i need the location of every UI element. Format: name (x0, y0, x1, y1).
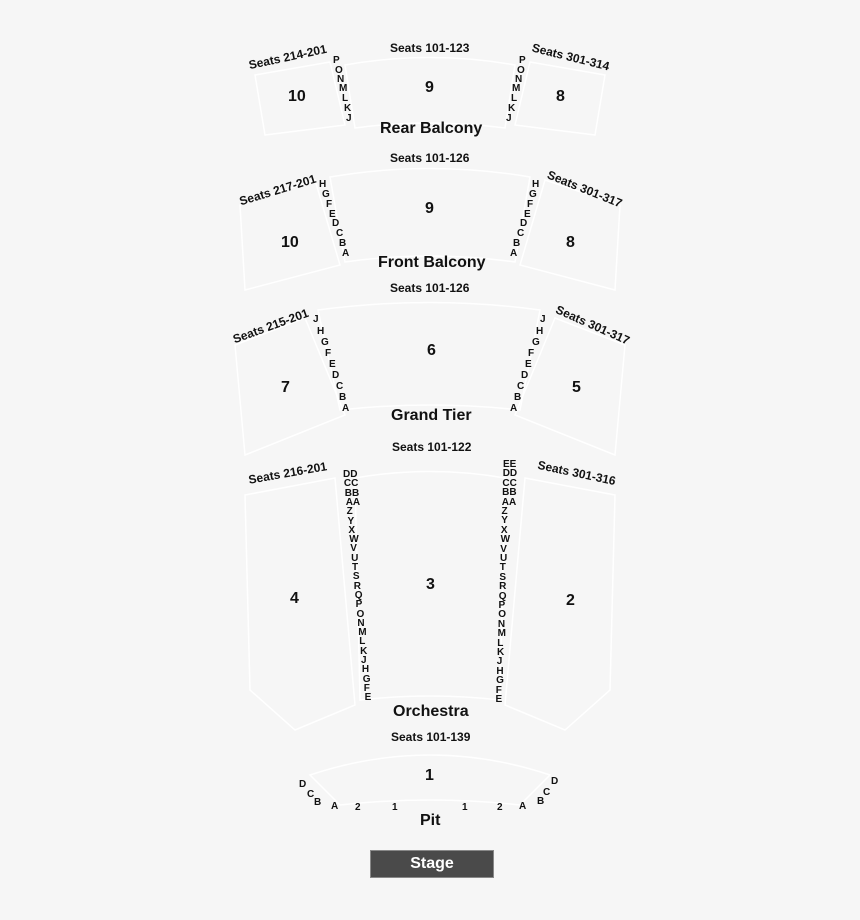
row-label: K (360, 645, 368, 657)
row-label: BB (344, 487, 360, 499)
row-label: C (336, 228, 344, 239)
row-label: E (495, 694, 503, 705)
row-label: M (512, 83, 521, 94)
orchestra-right-seats: Seats 301-316 (536, 457, 617, 489)
row-label: 2 (497, 802, 503, 813)
section-1[interactable]: 1 (425, 767, 434, 784)
section-8-rear[interactable]: 8 (556, 88, 565, 105)
row-label: B (339, 392, 347, 403)
row-label: B (339, 238, 347, 249)
row-label: S (352, 571, 360, 583)
row-label: E (524, 209, 531, 220)
row-label: DD (502, 468, 518, 480)
row-label: L (511, 93, 518, 104)
row-label: V (500, 543, 507, 555)
level-label-grand-tier: Grand Tier (391, 407, 472, 424)
rear-balcony-right-seats: Seats 301-314 (530, 40, 611, 74)
row-label: O (356, 608, 365, 620)
row-label: BB (502, 487, 517, 499)
section-10-front[interactable]: 10 (281, 234, 299, 251)
row-label: D (520, 218, 528, 229)
front-balcony-right-seats: Seats 301-317 (545, 167, 625, 211)
grand-tier-right-seats: Seats 301-317 (553, 302, 632, 348)
section-8-front[interactable]: 8 (566, 234, 575, 251)
row-label: A (510, 403, 518, 414)
row-label: H (319, 179, 327, 190)
row-label: G (362, 673, 371, 685)
section-9-front[interactable]: 9 (425, 200, 434, 217)
section-5[interactable]: 5 (572, 379, 581, 396)
row-label: M (497, 628, 506, 640)
row-label: T (352, 562, 359, 573)
row-label: B (513, 238, 521, 249)
row-label: Z (501, 506, 508, 517)
row-label: 1 (462, 802, 468, 813)
row-label: X (348, 524, 356, 536)
row-label: CC (343, 478, 359, 490)
row-label: W (349, 534, 359, 546)
row-label: P (498, 600, 506, 611)
row-label: P (355, 599, 363, 611)
row-label: Z (346, 506, 353, 518)
row-label: H (361, 664, 370, 676)
row-label: Q (354, 589, 363, 601)
row-label: G (496, 675, 504, 687)
section-7[interactable]: 7 (281, 379, 290, 396)
stage: Stage (370, 850, 494, 878)
row-label: AA (501, 496, 517, 508)
row-label: H (532, 179, 540, 190)
row-label: S (499, 571, 507, 583)
row-label: M (358, 627, 367, 639)
row-label: H (536, 326, 544, 337)
row-label: 1 (392, 802, 398, 813)
row-label: E (329, 359, 336, 370)
row-label: O (498, 609, 506, 621)
row-label: A (331, 801, 339, 812)
section-2[interactable]: 2 (566, 592, 575, 609)
row-label: F (363, 682, 370, 694)
orchestra-left-seats: Seats 216-201 (247, 459, 329, 487)
row-label: V (350, 543, 357, 555)
rear-balcony-center-seats: Seats 101-123 (390, 41, 470, 55)
row-label: 2 (355, 802, 361, 813)
row-label: A (510, 248, 518, 259)
row-label: F (495, 684, 502, 696)
row-label: Y (347, 515, 355, 527)
row-label: L (342, 93, 349, 104)
row-label: C (543, 787, 551, 798)
row-label: CC (502, 477, 517, 489)
row-label: EE (503, 459, 517, 470)
section-4[interactable]: 4 (290, 590, 299, 607)
grand-tier-left-seats: Seats 215-201 (231, 305, 311, 347)
row-label: F (326, 199, 333, 210)
row-label: N (357, 617, 365, 629)
row-label: J (540, 314, 546, 325)
row-label: A (342, 403, 350, 414)
row-label: A (519, 801, 527, 812)
row-label: P (333, 55, 340, 66)
row-label: R (499, 581, 507, 593)
section-9-rear[interactable]: 9 (425, 79, 434, 96)
grand-tier-center-seats: Seats 101-126 (390, 281, 470, 295)
row-label: K (497, 647, 505, 658)
row-label: M (339, 83, 348, 94)
row-label: O (517, 65, 525, 76)
front-balcony-left-seats: Seats 217-201 (237, 171, 318, 209)
section-3[interactable]: 3 (426, 576, 435, 593)
front-balcony-center-seats: Seats 101-126 (390, 151, 470, 165)
orchestra-center-seats: Seats 101-122 (392, 440, 472, 454)
row-label: T (499, 562, 506, 574)
row-label: Y (501, 515, 508, 527)
row-label: G (321, 337, 329, 348)
row-label: U (500, 553, 508, 564)
row-label: B (314, 797, 322, 808)
row-label: E (364, 692, 372, 704)
row-label: J (496, 656, 503, 668)
section-6[interactable]: 6 (427, 342, 436, 359)
level-label-orchestra: Orchestra (393, 703, 469, 720)
row-label: C (336, 381, 344, 392)
row-label: C (517, 381, 525, 392)
row-label: H (317, 326, 325, 337)
row-label: X (500, 524, 508, 536)
row-label: R (353, 580, 362, 592)
row-label: G (322, 189, 330, 200)
row-label: E (525, 359, 532, 370)
row-label: P (519, 55, 526, 66)
row-label: D (521, 370, 529, 381)
row-label: H (496, 665, 504, 677)
row-label: K (508, 103, 516, 114)
row-label: N (515, 74, 523, 85)
row-label: AA (345, 496, 361, 508)
row-label: N (497, 618, 506, 630)
row-label: F (325, 348, 332, 359)
level-label-rear-balcony: Rear Balcony (380, 120, 483, 137)
row-label: J (506, 113, 512, 124)
row-label: O (335, 65, 343, 76)
section-10-rear[interactable]: 10 (288, 88, 306, 105)
row-label: C (517, 228, 525, 239)
row-label: K (344, 103, 352, 114)
row-label: J (361, 655, 367, 666)
row-label: B (537, 796, 545, 807)
row-label: W (500, 534, 511, 546)
row-label: C (307, 789, 315, 800)
row-label: N (337, 74, 345, 85)
row-label: E (329, 209, 336, 220)
row-label: J (346, 113, 352, 124)
row-label: D (332, 370, 340, 381)
row-label: D (332, 218, 340, 229)
row-label: D (299, 779, 307, 790)
level-label-front-balcony: Front Balcony (378, 254, 486, 271)
row-label: L (359, 636, 366, 648)
row-label: G (532, 337, 540, 348)
pit-seats: Seats 101-139 (391, 730, 471, 744)
row-label: Q (498, 590, 507, 602)
row-label: U (351, 552, 359, 564)
level-label-pit: Pit (420, 812, 441, 829)
row-label: F (528, 348, 535, 359)
row-label: L (497, 637, 504, 649)
row-label: G (529, 189, 537, 200)
row-label: A (342, 248, 350, 259)
row-label: F (527, 199, 534, 210)
rear-balcony-left-seats: Seats 214-201 (247, 41, 328, 73)
row-label: B (514, 392, 522, 403)
row-label: DD (343, 469, 358, 480)
row-label: D (551, 776, 559, 787)
row-label: J (313, 314, 319, 325)
